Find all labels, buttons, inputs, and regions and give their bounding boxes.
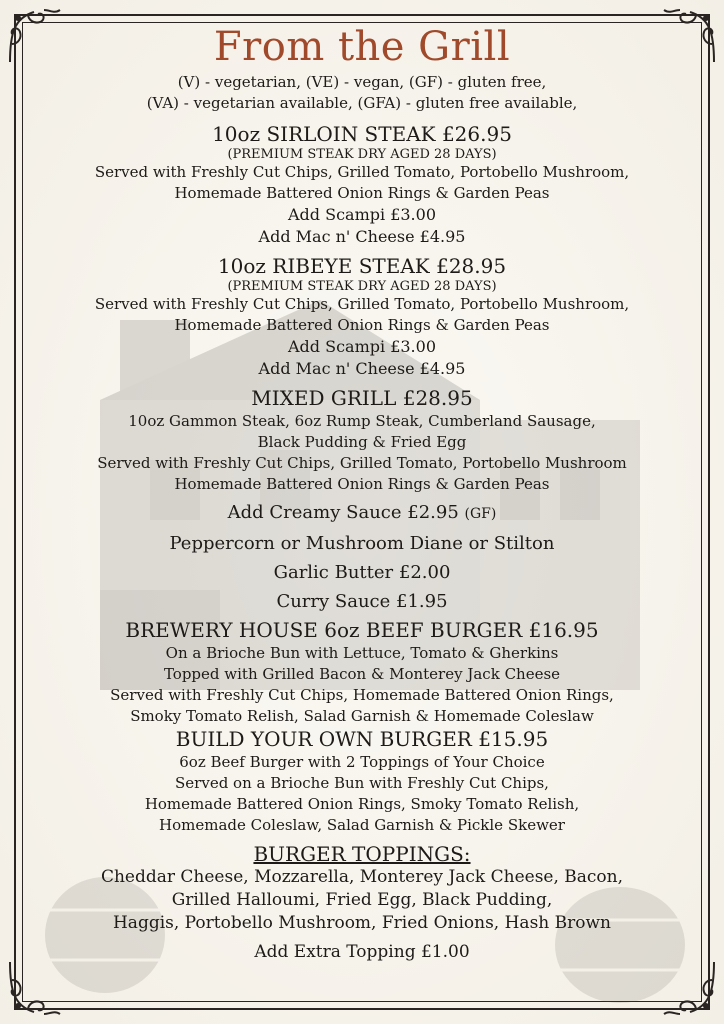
item-title: BREWERY HOUSE 6oz BEEF BURGER £16.95 [125, 618, 599, 642]
toppings-line: Cheddar Cheese, Mozzarella, Monterey Jack Cheese, Bacon, [100, 867, 624, 887]
page-title: From the Grill [213, 24, 511, 70]
item-addon: Add Mac n' Cheese £4.95 [258, 359, 466, 378]
item-addon: Add Scampi £3.00 [287, 205, 436, 224]
toppings-line: Grilled Halloumi, Fried Egg, Black Pudding, [171, 890, 553, 910]
menu-content [30, 24, 694, 964]
sauce-options: Peppercorn or Mushroom Diane or Stilton [169, 533, 555, 554]
item-title: 10oz RIBEYE STEAK £28.95 [217, 254, 507, 278]
item-title: 10oz SIRLOIN STEAK £26.95 [212, 122, 512, 146]
item-desc: 6oz Beef Burger with 2 Toppings of Your Choice [179, 753, 545, 771]
item-desc: Served with Freshly Cut Chips, Homemade Battered Onion Rings, [110, 686, 614, 704]
sauce-line: Curry Sauce £1.95 [276, 591, 448, 612]
menu-item-ribeye [30, 254, 694, 380]
item-desc: Homemade Battered Onion Rings, Smoky Tomato Relish, [144, 795, 580, 813]
item-desc: Served with Freshly Cut Chips, Grilled Tomato, Portobello Mushroom, [94, 163, 630, 181]
toppings-title: BURGER TOPPINGS: [253, 842, 471, 866]
item-desc: Smoky Tomato Relish, Salad Garnish & Homemade Coleslaw [130, 707, 594, 725]
item-desc: On a Brioche Bun with Lettuce, Tomato & Gherkins [165, 644, 559, 662]
item-desc: Black Pudding & Fried Egg [257, 433, 467, 451]
menu-item-brewery-burger [30, 618, 694, 727]
item-title: MIXED GRILL £28.95 [251, 386, 473, 410]
item-desc: Homemade Battered Onion Rings & Garden Peas [174, 316, 550, 334]
sauce-line [30, 498, 694, 529]
item-desc: Served on a Brioche Bun with Freshly Cut Chips, [175, 774, 549, 792]
sauce-line: Garlic Butter £2.00 [273, 562, 451, 583]
item-desc: Served with Freshly Cut Chips, Grilled Tomato, Portobello Mushroom [97, 454, 627, 472]
menu-item-build-burger [30, 727, 694, 836]
item-desc: Homemade Coleslaw, Salad Garnish & Pickle Skewer [159, 816, 565, 834]
extra-topping: Add Extra Topping £1.00 [254, 942, 470, 962]
item-subtitle: (PREMIUM STEAK DRY AGED 28 DAYS) [227, 147, 497, 162]
legend-line: (V) - vegetarian, (VE) - vegan, (GF) - gluten free, [177, 73, 547, 91]
item-addon: Add Scampi £3.00 [287, 337, 436, 356]
item-desc: Served with Freshly Cut Chips, Grilled Tomato, Portobello Mushroom, [94, 295, 630, 313]
gf-badge: (GF) [464, 506, 497, 522]
burger-toppings-section [30, 842, 694, 964]
toppings-line: Haggis, Portobello Mushroom, Fried Onions, Hash Brown [112, 913, 611, 933]
legend-line: (VA) - vegetarian available, (GFA) - gluten free available, [146, 94, 578, 112]
sauces-section [30, 498, 694, 616]
dietary-legend [30, 72, 694, 114]
item-desc: Homemade Battered Onion Rings & Garden Peas [174, 184, 550, 202]
item-desc: Topped with Grilled Bacon & Monterey Jack Cheese [163, 665, 561, 683]
menu-item-mixed-grill [30, 386, 694, 495]
item-title: BUILD YOUR OWN BURGER £15.95 [175, 727, 549, 751]
item-desc: Homemade Battered Onion Rings & Garden Peas [174, 475, 550, 493]
creamy-sauce-label: Add Creamy Sauce £2.95 [227, 502, 459, 523]
item-addon: Add Mac n' Cheese £4.95 [258, 227, 466, 246]
item-subtitle: (PREMIUM STEAK DRY AGED 28 DAYS) [227, 279, 497, 294]
menu-item-sirloin [30, 122, 694, 248]
item-desc: 10oz Gammon Steak, 6oz Rump Steak, Cumberland Sausage, [128, 412, 596, 430]
